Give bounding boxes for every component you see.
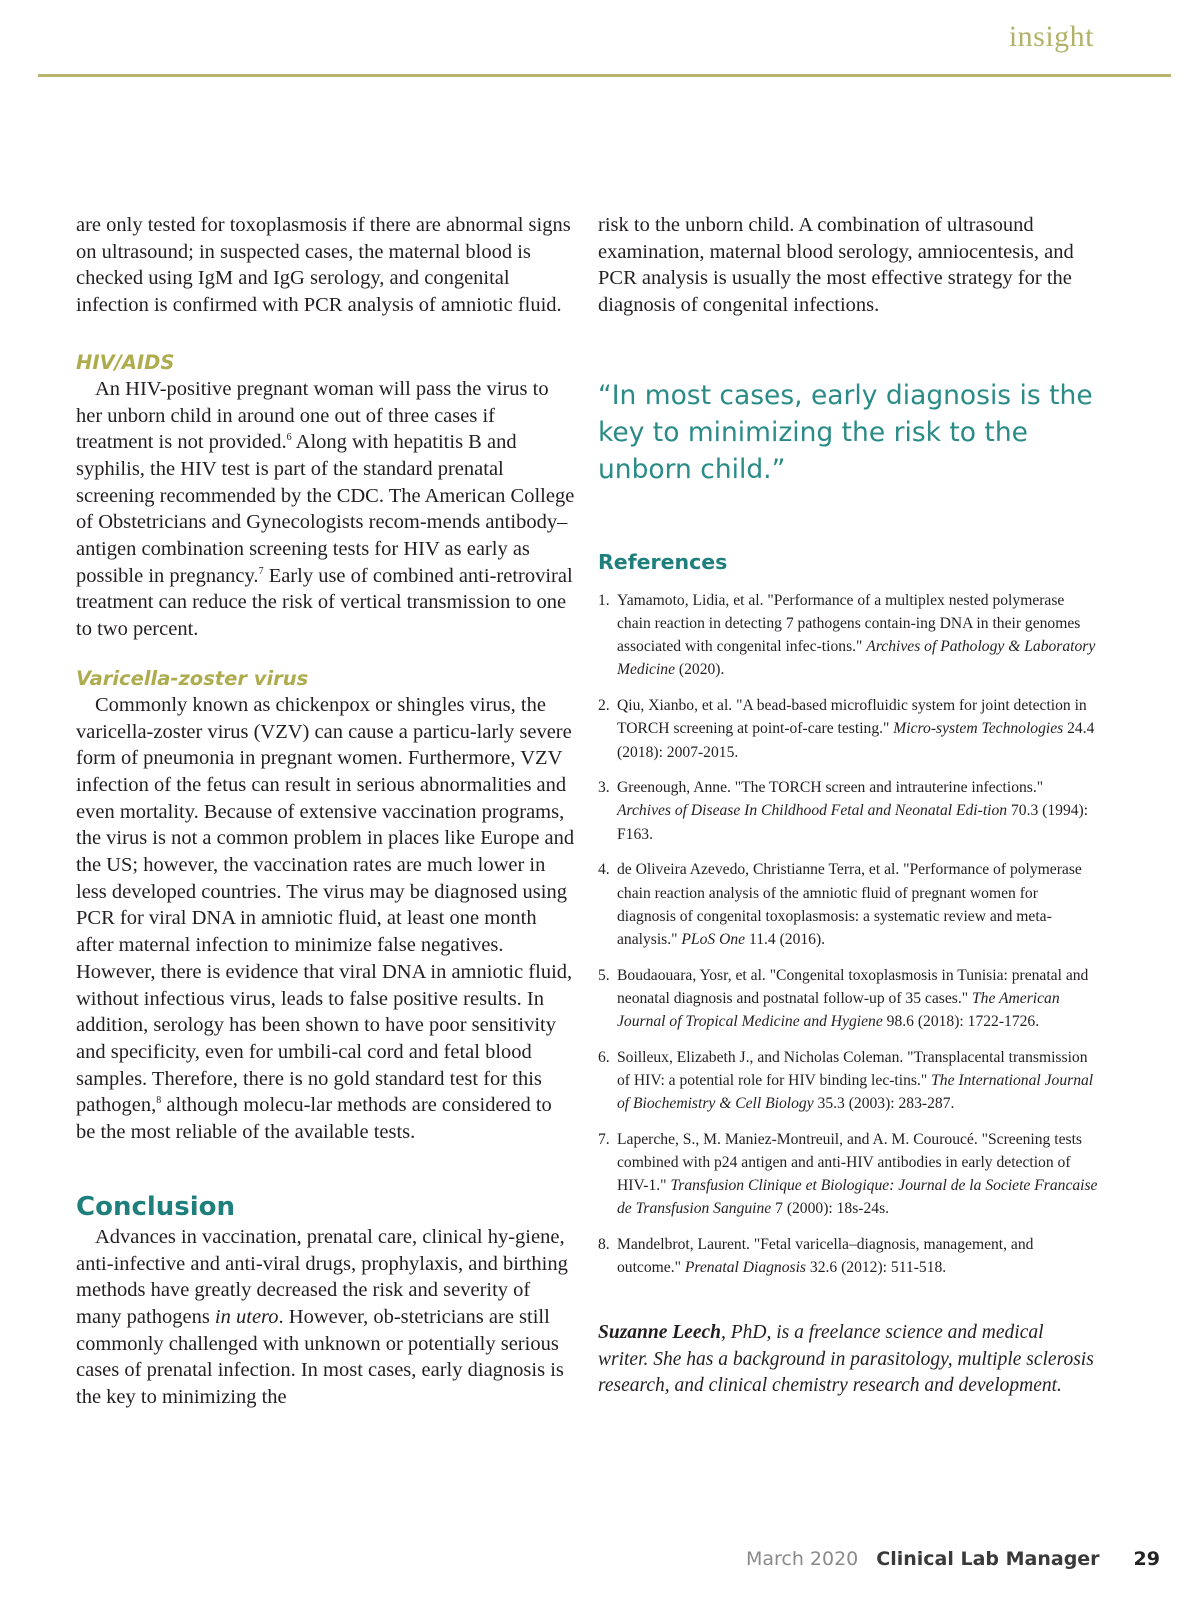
issue-date: March 2020 [745,1548,859,1570]
citation-6: 6 [286,432,292,444]
author-name: Suzanne Leech [598,1322,721,1344]
citation-7: 7 [258,565,264,577]
reference-tail: 98.6 (2018): 1722-1726. [882,1013,1040,1031]
reference-number: 4. [598,861,610,879]
reference-source: Archives of Pathology & Laboratory Medicine [617,638,1096,679]
reference-source: PLoS One [681,930,746,948]
vzv-paragraph [76,692,576,1146]
reference-number: 8. [598,1236,610,1254]
reference-number: 5. [598,966,610,984]
reference-item [598,858,1098,951]
reference-text: de Oliveira Azevedo, Christianne Terra, et al. "Performance of polymerase chain reaction analysis of the amniotic fluid of pregnant women for diagnosis of congenital toxoplasmosis: a systematic review and meta-analysis." [617,861,1082,948]
reference-item [598,776,1098,846]
reference-source: The American Journal of Tropical Medicine and Hygiene [617,989,1060,1031]
reference-text: Mandelbrot, Laurent. "Fetal varicella–diagnosis, management, and outcome." [617,1236,1034,1277]
reference-text: Yamamoto, Lidia, et al. "Performance of a multiplex nested polymerase chain reaction in detecting 7 pathogens contain-ing DNA in their genomes associated with congenital infec-tions." [617,591,1081,656]
conclusion-italic: in utero [214,1305,279,1328]
page-number: 29 [1133,1548,1160,1570]
reference-number: 2. [598,697,610,715]
header-rule [38,74,1171,77]
reference-text: Soilleux, Elizabeth J., and Nicholas Coleman. "Transplacental transmission of HIV: a potential role for HIV binding lec-tins." [617,1048,1088,1089]
reference-tail: 24.4 (2018): 2007-2015. [617,720,1095,761]
reference-source: The International Journal of Biochemistry & Cell Biology [617,1071,1094,1113]
vzv-text-1: Commonly known as chickenpox or shingles virus, the varicella-zoster virus (VZV) can cause a particu-larly severe form of pneumonia in pregnant women. Furthermore, VZV infection of the fetus can result in serious abnormalities and even mortality. Because of extensive vaccination programs, the virus is not a common problem in places like Europe and the US; however, the vaccination rates are much lower in less developed countries. The virus may be diagnosed using PCR for viral DNA in amniotic fluid, at least one month after maternal infection to minimize false negatives. However, there is evidence that viral DNA in amniotic fluid, without infectious virus, leads to false positive results. In addition, serology has been shown to have poor sensitivity and specificity, even for umbili-cal cord and fetal blood samples. Therefore, there is no gold standard test for this pathogen, [76,693,575,1117]
reference-tail: 35.3 (2003): 283-287. [813,1095,955,1113]
left-column [76,212,576,1411]
reference-item [598,964,1098,1034]
reference-tail: 11.4 (2016). [745,930,826,948]
reference-tail: (2020). [675,661,725,679]
hiv-text-3: Early use of combined anti-retroviral treatment can reduce the risk of vertical transmission to one to two percent. [76,564,573,641]
hiv-text-1: An HIV-positive pregnant woman will pass the virus to her unborn child in around one out of three cases if treatment is not provided. [76,377,549,454]
hiv-text-2: Along with hepatitis B and syphilis, the HIV test is part of the standard prenatal screening recommended by the CDC. The American College of Obstetricians and Gynecologists recom-mends antibody–antigen combination screening tests for HIV as early as possible in pregnancy. [76,431,575,587]
reference-source: Micro-system Technologies [893,720,1064,738]
continuation-paragraph: risk to the unborn child. A combination of ultrasound examination, maternal blood serology, amniocentesis, and PCR analysis is usually the most effective strategy for the diagnosis of congenital infections. [598,214,1074,317]
reference-source: Transfusion Clinique et Biologique: Journal de la Societe Francaise de Transfusion Sanguine [617,1177,1098,1218]
conclusion-heading: Conclusion [76,1191,236,1222]
right-column [598,212,1098,1400]
reference-text: Laperche, S., M. Maniez-Montreuil, and A. M. Couroucé. "Screening tests combined with p24 antigen and anti-HIV antibodies in early detection of HIV-1." [617,1130,1082,1195]
reference-text: Greenough, Anne. "The TORCH screen and intrauterine infections." [617,779,1044,797]
conclusion-text-1: Advances in vaccination, prenatal care, clinical hy-giene, anti-infective and anti-viral drugs, prophylaxis, and birthing methods have greatly decreased the risk and severity of many pathogens [76,1225,568,1328]
hiv-paragraph [76,376,576,643]
reference-tail: 32.6 (2012): 511-518. [806,1259,947,1277]
author-bio [598,1320,1098,1400]
reference-number: 1. [598,591,610,609]
reference-source: Archives of Disease In Childhood Fetal and Neonatal Edi-tion [617,802,1008,820]
reference-number: 7. [598,1130,610,1148]
reference-tail: 7 (2000): 18s-24s. [771,1200,890,1218]
reference-item [598,694,1098,764]
reference-item [598,589,1098,682]
conclusion-text-2: . However, ob-stetricians are still commonly challenged with unknown or potentially serious cases of prenatal infection. In most cases, early diagnosis is the key to minimizing the [76,1305,564,1409]
vzv-heading: Varicella-zoster virus [76,666,309,690]
reference-tail: 70.3 (1994): F163. [617,802,1089,843]
pull-quote: “In most cases, early diagnosis is the key to minimizing the risk to the unborn child.” [598,379,1093,485]
hiv-heading: HIV/AIDS [76,350,175,374]
section-tag: insight [1008,20,1094,53]
reference-item [598,1046,1098,1116]
reference-item [598,1128,1098,1221]
reference-item [598,1233,1098,1279]
references-heading: References [598,549,728,574]
references-list [598,589,1098,1280]
vzv-text-2: although molecu-lar methods are considered to be the most reliable of the available tests. [76,1094,552,1144]
author-bio-text: , PhD, is a freelance science and medical writer. She has a background in parasitology, multiple sclerosis research, and clinical chemistry research and development. [598,1322,1094,1397]
conclusion-paragraph [76,1224,576,1411]
reference-text: Boudaouara, Yosr, et al. "Congenital toxoplasmosis in Tunisia: prenatal and neonatal diagnosis and postnatal follow-up of 35 cases." [617,966,1089,1007]
intro-paragraph: are only tested for toxoplasmosis if there are abnormal signs on ultrasound; in suspected cases, the maternal blood is checked using IgM and IgG serology, and congenital infection is confirmed with PCR analysis of amniotic fluid. [76,214,571,317]
reference-source: Prenatal Diagnosis [684,1259,807,1277]
citation-8: 8 [156,1095,162,1107]
magazine-name: Clinical Lab Manager [876,1548,1100,1570]
reference-text: Qiu, Xianbo, et al. "A bead-based microfluidic system for joint detection in TORCH screening at point-of-care testing." [617,697,1087,738]
page-footer [746,1548,1160,1570]
reference-number: 6. [598,1048,610,1066]
reference-number: 3. [598,779,610,797]
